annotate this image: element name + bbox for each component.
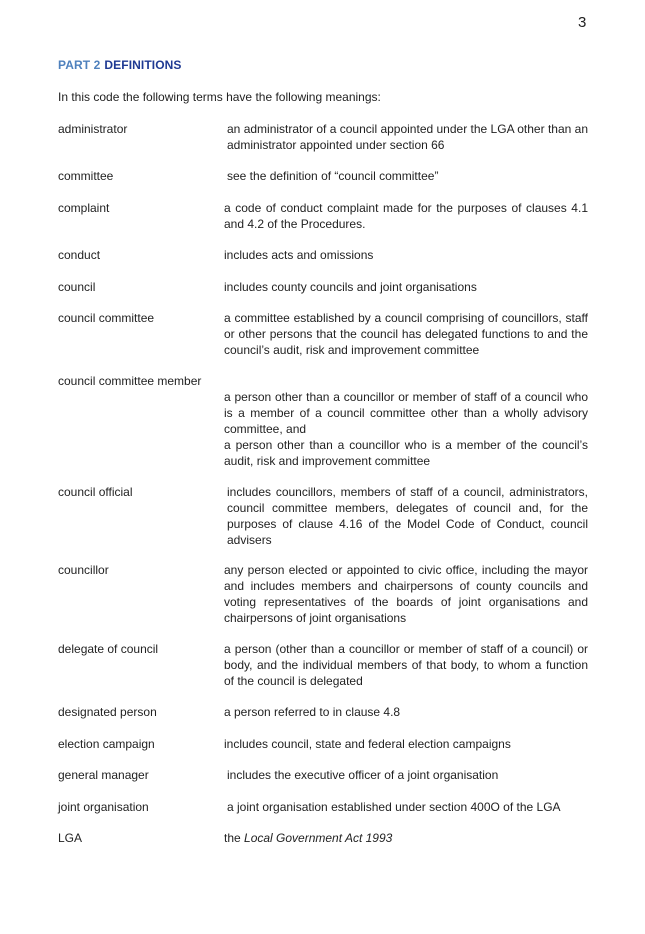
- definition-term: administrator: [58, 122, 128, 136]
- definition-text: see the definition of “council committee”: [227, 169, 439, 183]
- definition-term: council committee: [58, 311, 155, 325]
- definition-text: a person referred to in clause 4.8: [224, 705, 401, 719]
- definition-term: council official: [58, 485, 133, 499]
- definition-term: conduct: [58, 248, 101, 262]
- definition-term: general manager: [58, 768, 149, 782]
- definition-term: delegate of council: [58, 642, 159, 656]
- definition-text: a code of conduct complaint made for the purposes of clauses 4.1 and 4.2 of the Procedures.: [224, 201, 588, 231]
- definition-text: any person elected or appointed to civic office, including the mayor and includes members and chairpersons of county councils and voting representatives of the boards of joint organisations and chairpersons of joint organisations: [224, 563, 588, 625]
- definition-term: complaint: [58, 201, 110, 215]
- definition-text: includes the executive officer of a joint organisation: [227, 768, 499, 782]
- definition-text-prefix: the: [224, 831, 245, 845]
- definition-text: [224, 389, 588, 469]
- definition-text: includes councillors, members of staff of a council, administrators, council committee members, delegates of council and, for the purposes of clause 4.16 of the Model Code of Conduct, council advisers: [227, 485, 588, 547]
- definition-term: councillor: [58, 563, 109, 577]
- definition-text-part-1: a person other than a councillor or member of staff of a council who is a member of a council committee other than a wholly advisory committee, and: [224, 390, 588, 436]
- definition-text: a joint organisation established under section 400O of the LGA: [227, 800, 561, 814]
- definition-term: council: [58, 280, 96, 294]
- definition-text-part-2: a person other than a councillor who is a member of the council’s audit, risk and improvement committee: [224, 438, 588, 468]
- intro-text: In this code the following terms have the following meanings:: [58, 90, 381, 104]
- definition-term: LGA: [58, 831, 83, 845]
- part-label: PART 2: [58, 58, 101, 72]
- page-number: 3: [578, 14, 587, 31]
- definition-text: includes county councils and joint organisations: [224, 280, 477, 294]
- definition-term: committee: [58, 169, 114, 183]
- definition-text: an administrator of a council appointed under the LGA other than an administrator appointed under section 66: [227, 122, 588, 152]
- definition-term: council committee member: [58, 374, 202, 388]
- definition-term: joint organisation: [58, 800, 149, 814]
- definition-term: election campaign: [58, 737, 155, 751]
- definition-text: includes council, state and federal election campaigns: [224, 737, 511, 751]
- definition-term: designated person: [58, 705, 157, 719]
- definition-text: [224, 830, 588, 846]
- part-title: DEFINITIONS: [104, 58, 182, 72]
- definition-text: a committee established by a council comprising of councillors, staff or other persons that the council has delegated functions to and the council’s audit, risk and improvement committee: [224, 311, 588, 357]
- part-heading: [58, 58, 182, 72]
- act-title: Local Government Act 1993: [244, 831, 393, 845]
- definition-text: includes acts and omissions: [224, 248, 374, 262]
- definition-text: a person (other than a councillor or member of staff of a council) or body, and the individual members of that body, to whom a function of the council is delegated: [224, 642, 588, 688]
